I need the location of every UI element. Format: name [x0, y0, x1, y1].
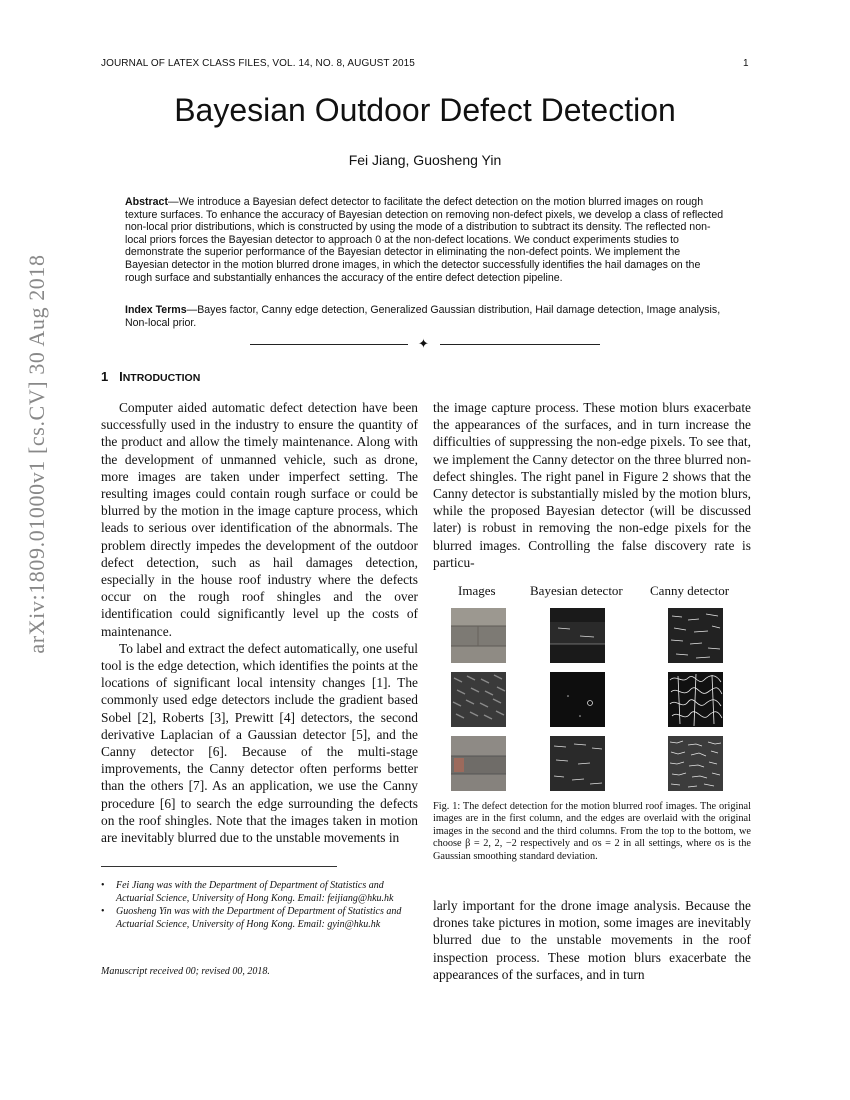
paragraph-continued-2: larly important for the drone image analysis. Because the drones take pictures in motion, some images are inevitably blurred due to the unstable movements in the roof inspection process. These motion blurs exacerbate the appearances of the surfaces, and in turn [433, 898, 751, 982]
section-divider [250, 337, 600, 352]
arxiv-side-stamp [18, 96, 56, 811]
index-terms-text: —Bayes factor, Canny edge detection, Generalized Gaussian distribution, Hail damage detection, Image analysis, Non-local prior. [125, 304, 721, 329]
figure-image-original-row3 [451, 736, 506, 791]
paragraph-continued: the image capture process. These motion blurs exacerbate the appearances of the surfaces, and in turn increase the difficulties of suppressing the non-edge pixels. To see that, we implement the Canny detector on the three blurred non-defect shingles. The right panel in Figure 2 shows that the Canny detector is substantially misled by the motion blurs, while the proposed Bayesian detector (will be discussed later) is robust in removing the non-edge pixels for the blurred images. Controlling the false discovery rate is particu- [433, 400, 751, 570]
right-column-top [433, 399, 751, 571]
right-column-bottom [433, 897, 751, 983]
abstract-label: Abstract [125, 196, 168, 208]
figure-bayesian-row2 [550, 672, 605, 727]
figure-canny-row3 [668, 736, 723, 791]
paragraph-2: To label and extract the defect automatically, one useful tool is the edge detection, which identifies the points at the locations of significant local intensity changes [1]. The commonly used edge detectors include the gradient based Sobel [2], Roberts [3], Prewitt [4] detectors, the second derivative Laplacian of a Gaussian detector [5], and the Canny detector [6]. Because of the multi-stage improvements, the Canny detector often performs better than the others [7]. As an application, we use the Canny procedure [6] to search the edge surrounding the defects on the roof shingles. Note that the images taken in motion are inevitably blurred due to the unstable movements in [101, 640, 418, 846]
caption-text: The defect detection for the motion blurred roof images. The original images are in the first column, and the edges are overlaid with the original images in the second and the third columns. From the top to the bottom, we choose β = 2, 2, −2 respectively and σs = 2 in all settings, where σs is the Gaussian smoothing standard deviation. [433, 801, 751, 862]
page-number: 1 [743, 58, 749, 69]
section-title-initial: I [119, 369, 123, 384]
footnote-item [101, 906, 419, 931]
footnote-text: Guosheng Yin was with the Department of Department of Statistics and Actuarial Science, University of Hong Kong. Email: gyin@hku.hk [116, 906, 402, 930]
figure-canny-row2 [668, 672, 723, 727]
diamond-ornament-icon: ✦ [418, 337, 429, 352]
bullet-icon: • [101, 880, 105, 891]
footnote-text: Fei Jiang was with the Department of Department of Statistics and Actuarial Science, University of Hong Kong. Email: feijiang@hku.hk [116, 880, 394, 904]
caption-label: Fig. 1: [433, 801, 461, 812]
abstract-text: —We introduce a Bayesian defect detector to facilitate the defect detection on the motion blurred images on rough texture surfaces. To enhance the accuracy of Bayesian detection on removing non-defect pixels, we develop a class of reflected non-local prior distributions, which is constructed by using the mode of a distribution to subtract its density. The reflected non-local priors forces the Bayesian detector to approach 0 at the non-defect locations. We conduct experiments studies to demonstrate the superior performance of the Bayesian detector in eliminating the non-defect points. We implement the Bayesian detector in the motion blurred drone images, in which the detector successfully identifies the hail damages on the rough surface and substantially enhances the accuracy of the entire defect detection pipeline. [125, 196, 724, 284]
figure-header-images: Images [458, 583, 496, 598]
figure-bayesian-row1 [550, 608, 605, 663]
section-title-rest: NTRODUCTION [122, 372, 201, 384]
figure-bayesian-row3 [550, 736, 605, 791]
figure-header-canny: Canny detector [650, 583, 730, 598]
index-terms [125, 304, 725, 329]
abstract [125, 196, 725, 284]
running-head: JOURNAL OF LATEX CLASS FILES, VOL. 14, NO. 8, AUGUST 2015 [101, 58, 415, 69]
section-number: 1 [101, 369, 109, 384]
figure-image-original-row1 [451, 608, 506, 663]
left-column [101, 399, 418, 846]
index-terms-label: Index Terms [125, 304, 187, 316]
figure-image-original-row2 [451, 672, 506, 727]
bullet-icon: • [101, 906, 105, 918]
divider-line-left [250, 344, 408, 345]
footnote-rule [101, 866, 337, 867]
figure-canny-row1 [668, 608, 723, 663]
manuscript-note: Manuscript received 00; revised 00, 2018. [101, 966, 270, 977]
footnote-item [101, 880, 419, 905]
paper-title: Bayesian Outdoor Defect Detection [174, 92, 676, 128]
figure-header-bayesian: Bayesian detector [530, 583, 623, 598]
figure-caption [433, 801, 751, 863]
footnotes [101, 880, 419, 932]
arxiv-identifier: arXiv:1809.01000v1 [cs.CV] 30 Aug 2018 [24, 253, 49, 654]
divider-line-right [440, 344, 600, 345]
section-heading [101, 369, 200, 384]
paragraph-1: Computer aided automatic defect detection have been successfully used in the industry to ensure the quantity of the product and allow the timely maintenance. Along with the development of unmanned vehicle, such as drone, more images are taken under imperfect setting. The resulting images could contain rough surface or could be blurred by the motion in the image capture process, which leads to serious over identification of the abnormals. The problem directly impedes the development of the outdoor defect detection, such as hail damages detection, especially in the house roof industry where the defects occur on the rough roof shingles and the over identification could significantly level up the costs of maintenance. [101, 400, 418, 639]
paper-authors: Fei Jiang, Guosheng Yin [348, 152, 502, 168]
